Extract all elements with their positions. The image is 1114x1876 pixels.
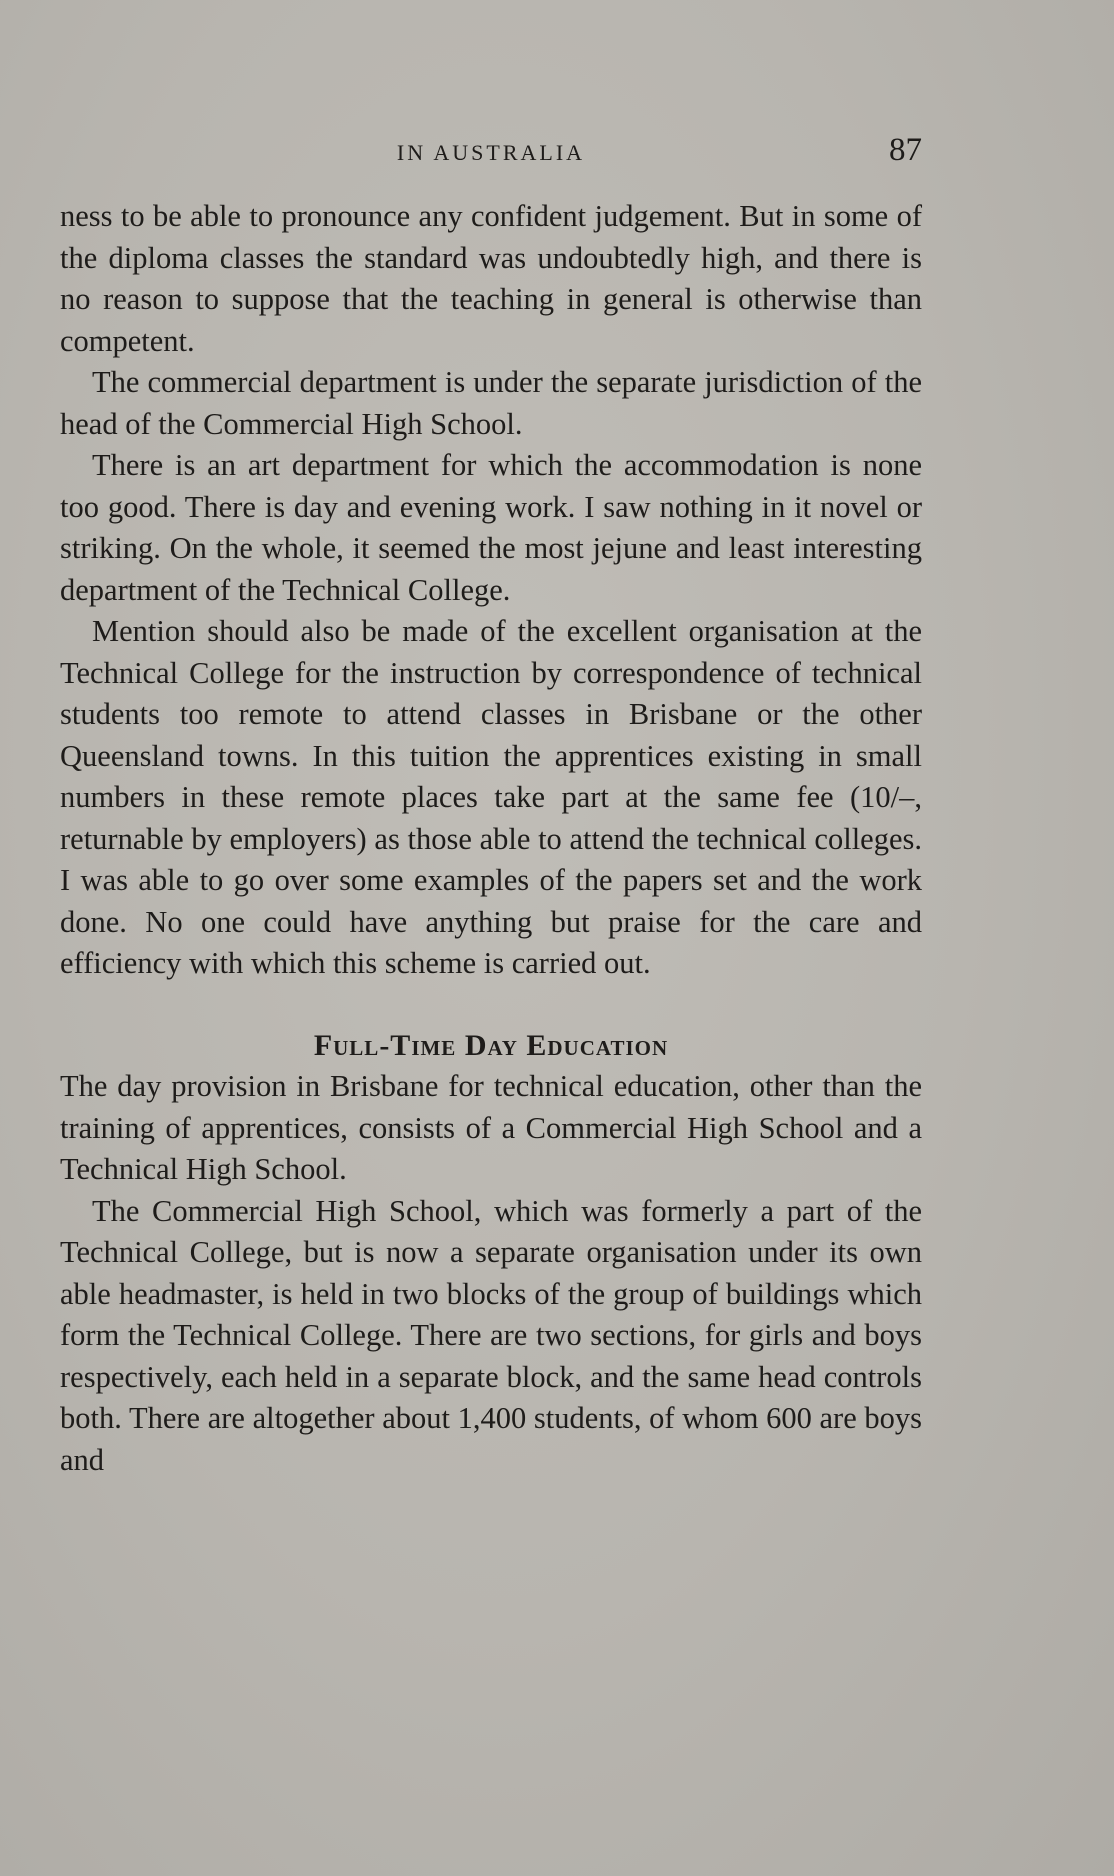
paragraph-commercial-high-school: The Commercial High School, which was formerly a part of the Technical College, but is now a separate organisation under its own able headmaster, is held in two blocks of the group of buildings which form the Technical College. There are two sections, for girls and boys respectively, each held in a separate block, and the same head controls both. There are altogether about 1,400 students, of whom 600 are boys and <box>60 1193 922 1477</box>
section-heading: Full-Time Day Education <box>313 1028 669 1062</box>
paragraph-day-provision: The day provision in Brisbane for technical education, other than the training of apprentices, consists of a Commercial High School and a Technical High School. <box>60 1069 922 1186</box>
page-number: 87 <box>889 132 922 168</box>
paragraph-correspondence-instruction: Mention should also be made of the excellent organisation at the Technical College for the instruction by correspondence of technical students too remote to attend classes in Brisbane or the other Queensland towns. In this tuition the apprentices existing in small numbers in these remote places take part at the same fee (10/–, returnable by employers) as those able to attend the technical colleges. I was able to go over some examples of the papers set and the work done. No one could have anything but praise for the care and efficiency with which this scheme is carried out. <box>60 614 922 980</box>
paragraph-art-department: There is an art department for which the accommodation is none too good. There is day and evening work. I saw nothing in it novel or striking. On the whole, it seemed the most jejune and least interesting department of the Technical College. <box>60 448 922 607</box>
running-head <box>60 132 922 172</box>
paragraph-commercial-department: The commercial department is under the separate jurisdiction of the head of the Commercial High School. <box>60 365 922 441</box>
paragraph-continued: ness to be able to pronounce any confident judgement. But in some of the diploma classes the standard was undoubtedly high, and there is no reason to suppose that the teaching in general is otherwise than competent. <box>60 199 922 358</box>
body-text <box>60 196 922 1481</box>
running-title: IN AUSTRALIA <box>396 140 586 165</box>
